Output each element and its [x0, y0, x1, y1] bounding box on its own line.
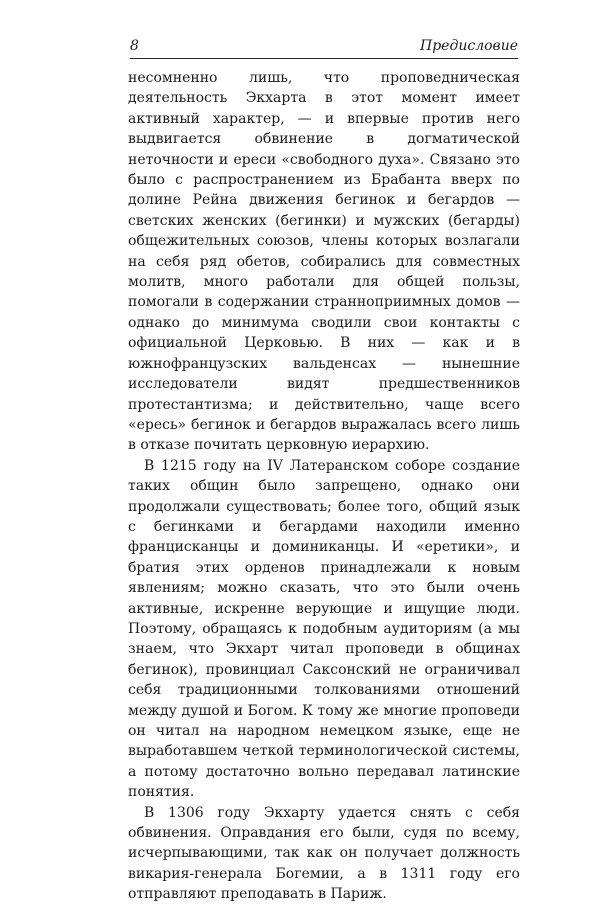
section-title: Предисловие	[420, 38, 518, 54]
running-header	[130, 38, 518, 59]
paragraph-2: В 1215 году на IV Латеранском соборе создание таких общин было запрещено, однако они продолжали существовать; более того, общий язык с бегинками и бегардами находили именно францисканцы и доминиканцы. И «еретики», и братия этих орденов принадлежали к новым явлениям; можно сказать, что это были очень активные, искренне верующие и ищущие люди. Поэтому, обращаясь к подобным аудиториям (а мы знаем, что Экхарт читал проповеди в общинах бегинок), провинциал Саксонский не ограничивал себя традиционными толкованиями отношений между душой и Богом. К тому же многие проповеди он читал на народном немецком языке, еще не выработавшем четкой терминологической системы, а потому достаточно вольно передавал латинские понятия.	[128, 457, 520, 801]
page-number: 8	[130, 38, 139, 54]
body-text	[128, 68, 520, 905]
paragraph-1: несомненно лишь, что проповедническая деятельность Экхарта в этот момент имеет активный характер, — и впервые против него выдвигается обвинение в догматической неточности и ереси «свободного духа». Связано это было с распространением из Брабанта вверх по долине Рейна движения бегинок и бегардов — светских женских (бегинки) и мужских (бегарды) общежительных союзов, члены которых возлагали на себя ряд обетов, собирались для совместных молитв, много работали для общей пользы, помогали в содержании странноприимных домов — однако до минимума сводили свои контакты с официальной Церковью. В них — как и в южнофранцузских вальденсах — нынешние исследователи видят предшественников протестантизма; и действительно, чаще всего «ересь» бегинок и бегардов выражалась всего лишь в отказе почитать церковную иерархию.	[128, 70, 520, 454]
paragraph-3: В 1306 году Экхарту удается снять с себя обвинения. Оправдания его были, судя по всему, исчерпывающими, так как он получает должность викария-генерала Богемии, а в 1311 году его отправляют преподавать в Париж.	[128, 804, 520, 903]
